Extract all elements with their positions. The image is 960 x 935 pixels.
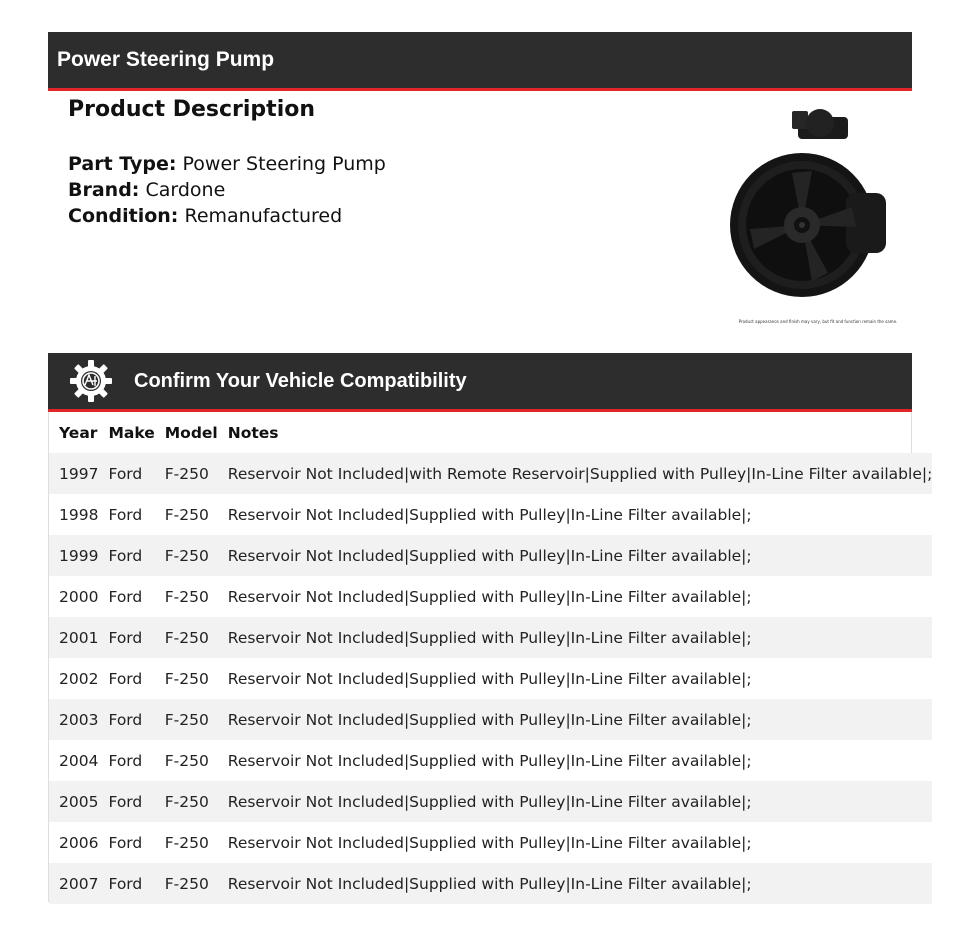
part-type-label: Part Type: bbox=[68, 153, 177, 175]
table-row bbox=[49, 740, 932, 781]
cell-model: F-250 bbox=[164, 628, 209, 647]
column-header-model: Model bbox=[164, 423, 218, 442]
cell-year: 1998 bbox=[59, 505, 99, 524]
cell-make: Ford bbox=[108, 833, 143, 852]
cell-make: Ford bbox=[108, 710, 143, 729]
power-steering-pump-image bbox=[728, 103, 908, 318]
cell-make: Ford bbox=[108, 505, 143, 524]
cell-notes: Reservoir Not Included|Supplied with Pulley|In-Line Filter available|; bbox=[227, 546, 752, 565]
table-row bbox=[49, 535, 932, 576]
cell-notes: Reservoir Not Included|Supplied with Pulley|In-Line Filter available|; bbox=[227, 751, 752, 770]
cell-year: 2001 bbox=[59, 628, 99, 647]
image-caption: Product appearance and finish may vary, but fit and function remain the same. bbox=[738, 319, 898, 324]
product-description-section bbox=[48, 91, 912, 331]
condition-label: Condition: bbox=[68, 205, 179, 227]
compatibility-table-container bbox=[48, 412, 933, 902]
cell-model: F-250 bbox=[164, 669, 209, 688]
cell-year: 2000 bbox=[59, 587, 99, 606]
table-row bbox=[49, 658, 932, 699]
cell-model: F-250 bbox=[164, 710, 209, 729]
cell-year: 2004 bbox=[59, 751, 99, 770]
cell-notes: Reservoir Not Included|Supplied with Pulley|In-Line Filter available|; bbox=[227, 587, 752, 606]
condition-value: Remanufactured bbox=[184, 205, 343, 227]
cell-make: Ford bbox=[108, 874, 143, 893]
column-header-year: Year bbox=[59, 423, 98, 442]
cell-model: F-250 bbox=[164, 833, 209, 852]
cell-notes: Reservoir Not Included|Supplied with Pulley|In-Line Filter available|; bbox=[227, 505, 752, 524]
table-row bbox=[49, 576, 932, 617]
cell-notes: Reservoir Not Included|with Remote Reservoir|Supplied with Pulley|In-Line Filter available|; bbox=[227, 464, 933, 483]
table-row bbox=[49, 453, 932, 494]
brand-label: Brand: bbox=[68, 179, 140, 201]
cell-year: 2005 bbox=[59, 792, 99, 811]
cell-year: 2007 bbox=[59, 874, 99, 893]
cell-make: Ford bbox=[108, 669, 143, 688]
gear-icon bbox=[69, 359, 113, 403]
condition-row bbox=[68, 203, 386, 229]
table-row bbox=[49, 863, 932, 904]
cell-year: 2006 bbox=[59, 833, 99, 852]
cell-year: 1999 bbox=[59, 546, 99, 565]
cell-make: Ford bbox=[108, 751, 143, 770]
brand-row bbox=[68, 177, 386, 203]
cell-year: 2003 bbox=[59, 710, 99, 729]
table-row bbox=[49, 494, 932, 535]
cell-model: F-250 bbox=[164, 464, 209, 483]
cell-notes: Reservoir Not Included|Supplied with Pulley|In-Line Filter available|; bbox=[227, 669, 752, 688]
product-image bbox=[728, 103, 908, 324]
cell-model: F-250 bbox=[164, 587, 209, 606]
cell-make: Ford bbox=[108, 546, 143, 565]
part-type-row bbox=[68, 151, 386, 177]
cell-make: Ford bbox=[108, 587, 143, 606]
compatibility-table bbox=[49, 412, 932, 904]
cell-notes: Reservoir Not Included|Supplied with Pulley|In-Line Filter available|; bbox=[227, 792, 752, 811]
column-header-notes: Notes bbox=[227, 423, 279, 442]
table-row bbox=[49, 781, 932, 822]
cell-notes: Reservoir Not Included|Supplied with Pulley|In-Line Filter available|; bbox=[227, 833, 752, 852]
cell-make: Ford bbox=[108, 628, 143, 647]
cell-notes: Reservoir Not Included|Supplied with Pulley|In-Line Filter available|; bbox=[227, 628, 752, 647]
cell-year: 2002 bbox=[59, 669, 99, 688]
table-row bbox=[49, 699, 932, 740]
brand-value: Cardone bbox=[145, 179, 226, 201]
cell-notes: Reservoir Not Included|Supplied with Pulley|In-Line Filter available|; bbox=[227, 874, 752, 893]
product-specs bbox=[68, 151, 386, 229]
cell-model: F-250 bbox=[164, 751, 209, 770]
cell-make: Ford bbox=[108, 792, 143, 811]
table-header-row bbox=[49, 412, 932, 453]
compatibility-title: Confirm Your Vehicle Compatibility bbox=[134, 369, 467, 392]
part-type-value: Power Steering Pump bbox=[182, 153, 386, 175]
title-bar bbox=[48, 32, 912, 91]
cell-make: Ford bbox=[108, 464, 143, 483]
cell-year: 1997 bbox=[59, 464, 99, 483]
table-row bbox=[49, 617, 932, 658]
page-title: Power Steering Pump bbox=[57, 48, 275, 71]
compatibility-bar bbox=[48, 353, 912, 412]
cell-notes: Reservoir Not Included|Supplied with Pulley|In-Line Filter available|; bbox=[227, 710, 752, 729]
cell-model: F-250 bbox=[164, 505, 209, 524]
column-header-make: Make bbox=[108, 423, 155, 442]
description-heading: Product Description bbox=[68, 97, 316, 122]
cell-model: F-250 bbox=[164, 792, 209, 811]
cell-model: F-250 bbox=[164, 874, 209, 893]
cell-model: F-250 bbox=[164, 546, 209, 565]
table-row bbox=[49, 822, 932, 863]
